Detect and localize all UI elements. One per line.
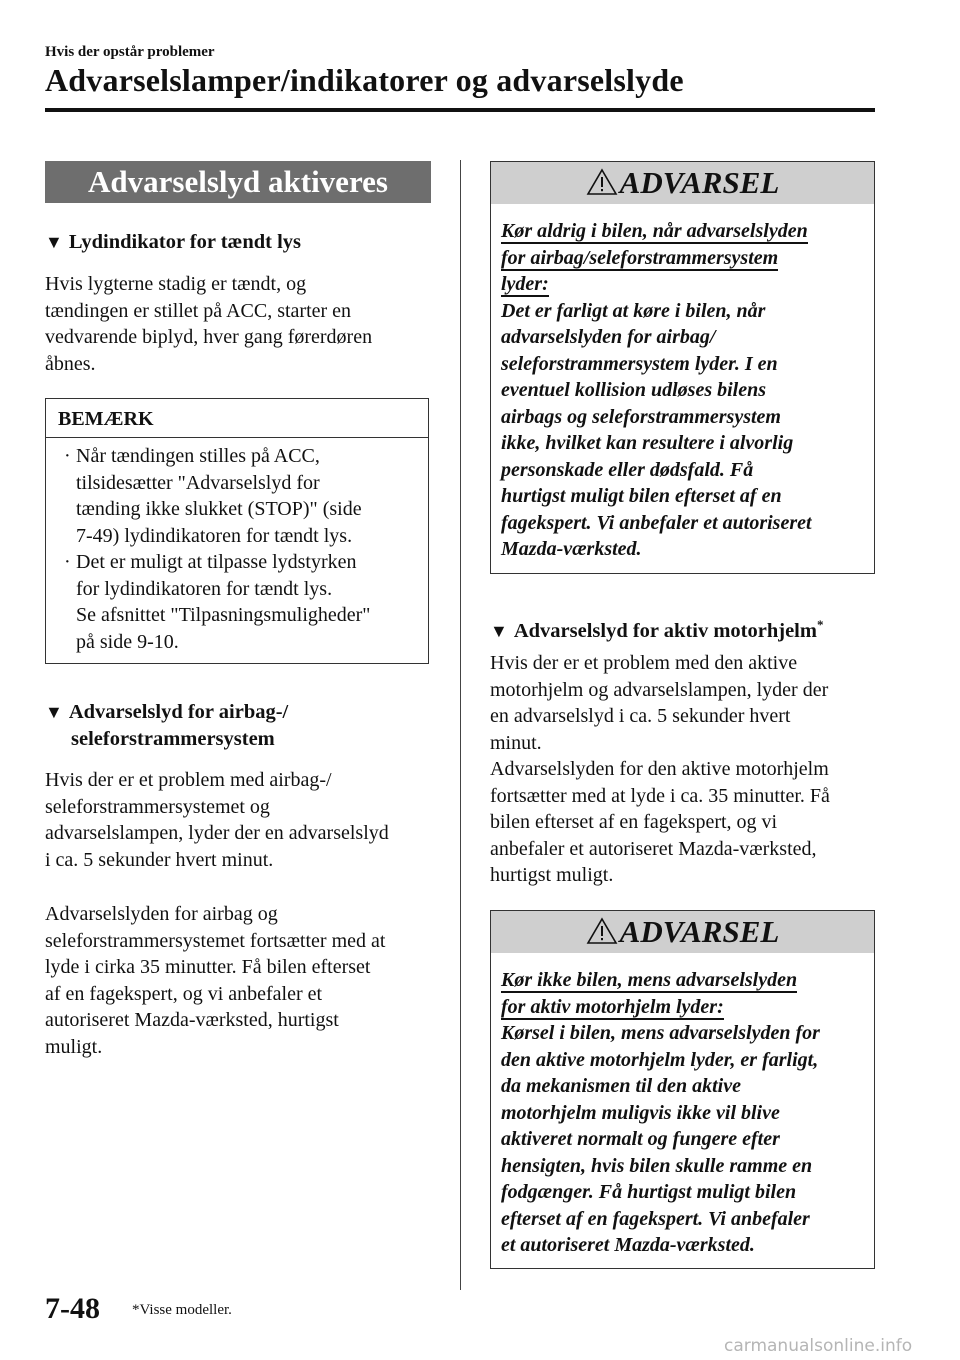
text-line: hurtigst muligt.	[490, 864, 614, 886]
text-line: motorhjelm og advarselslampen, lyder der	[490, 678, 829, 701]
text-line: den aktive motorhjelm lyder, er farligt,	[501, 1048, 819, 1071]
text-line: muligt.	[45, 1035, 103, 1058]
bullet-icon: ·	[64, 551, 71, 573]
text-line: af en fagekspert, og vi anbefaler et	[45, 982, 323, 1005]
model-asterisk: *	[816, 617, 824, 632]
text-line: aktiveret normalt og fungere efter	[501, 1128, 780, 1150]
heading-text: Advarselslyd for aktiv motorhjelm	[513, 619, 817, 642]
triangle-down-icon: ▼	[490, 620, 508, 641]
text-line: minut.	[490, 731, 542, 754]
paragraph-airbag-2	[45, 901, 445, 1060]
note-item	[64, 443, 421, 549]
text-line: fagekspert. Vi anbefaler et autoriseret	[501, 511, 812, 534]
paragraph-lights-on	[45, 271, 440, 377]
warning-body	[501, 218, 866, 563]
text-line: en advarselslyd i ca. 5 sekunder hvert	[490, 705, 791, 727]
text-line: vedvarende biplyd, hver gang førerdøren	[45, 326, 373, 348]
text-line: ikke, hvilket kan resultere i alvorlig	[501, 432, 794, 454]
header-rule	[45, 108, 875, 112]
text-line: på side 9-10.	[76, 630, 179, 653]
warning-lead-line: for airbag/seleforstrammersystem	[501, 246, 779, 269]
warning-box-airbag	[490, 161, 875, 574]
text-line: Hvis lygterne stadig er tændt, og	[45, 273, 307, 295]
paragraph-active-bonnet	[490, 650, 890, 889]
text-line: Advarselslyden for airbag og	[45, 903, 278, 925]
text-line: motorhjelm muligvis ikke vil blive	[501, 1101, 780, 1124]
text-line: Se afsnittet "Tilpasningsmuligheder"	[76, 604, 371, 626]
section-label: Hvis der opstår problemer	[45, 44, 215, 60]
text-line: tænding ikke slukket (STOP)" (side	[76, 498, 362, 520]
heading-text: seleforstrammersystem	[71, 728, 275, 750]
warning-triangle-icon	[586, 917, 618, 945]
warning-header	[491, 162, 874, 204]
text-line: Når tændingen stilles på ACC,	[76, 445, 320, 467]
text-line: hurtigst muligt bilen efterset af en	[501, 485, 782, 507]
triangle-down-icon: ▼	[45, 702, 63, 722]
paragraph-airbag-1	[45, 767, 445, 873]
text-line: bilen efterset af en fagekspert, og vi	[490, 811, 778, 833]
heading-text: Advarselslyd for airbag-/	[68, 701, 289, 723]
text-line: seleforstrammersystemet fortsætter med at	[45, 929, 386, 952]
text-line: fodgænger. Få hurtigst muligt bilen	[501, 1181, 797, 1203]
page-number: 7-48	[45, 1292, 100, 1325]
note-title: BEMÆRK	[58, 408, 154, 430]
text-line: Det er muligt at tilpasse lydstyrken	[76, 551, 357, 573]
text-line: Advarselslyden for den aktive motorhjelm	[490, 758, 829, 780]
text-line: seleforstrammersystemet og	[45, 795, 270, 818]
warning-title: ADVARSEL	[619, 165, 780, 200]
text-line: Kørsel i bilen, mens advarselslyden for	[501, 1022, 820, 1044]
text-line: autoriseret Mazda-værksted, hurtigst	[45, 1009, 339, 1031]
text-line: åbnes.	[45, 352, 96, 375]
text-line: tændingen er stillet på ACC, starter en	[45, 299, 352, 322]
heading-airbag	[45, 699, 288, 753]
watermark: carmanualsonline.info	[724, 1336, 913, 1356]
text-line: da mekanismen til den aktive	[501, 1075, 741, 1097]
note-item	[64, 549, 421, 655]
text-line: Mazda-værksted.	[501, 538, 642, 560]
section-banner: Advarselslyd aktiveres	[45, 161, 431, 203]
text-line: 7-49) lydindikatoren for tændt lys.	[76, 524, 353, 547]
text-line: Det er farligt at køre i bilen, når	[501, 299, 766, 322]
text-line: advarselslyden for airbag/	[501, 326, 716, 348]
bullet-icon: ·	[64, 445, 71, 467]
text-line: efterset af en fagekspert. Vi anbefaler	[501, 1207, 810, 1230]
page-title: Advarselslamper/indikatorer og advarselslyde	[45, 62, 684, 98]
warning-body	[501, 967, 866, 1259]
warning-box-active-bonnet	[490, 910, 875, 1269]
text-line: i ca. 5 sekunder hvert minut.	[45, 848, 274, 871]
text-line: for lydindikatoren for tændt lys.	[76, 577, 333, 600]
text-line: anbefaler et autoriseret Mazda-værksted,	[490, 837, 817, 860]
text-line: et autoriseret Mazda-værksted.	[501, 1234, 755, 1256]
warning-title: ADVARSEL	[619, 914, 780, 949]
note-list	[64, 443, 421, 655]
text-line: seleforstrammersystem lyder. I en	[501, 352, 778, 375]
text-line: Hvis der er et problem med airbag-/	[45, 769, 332, 791]
text-line: Hvis der er et problem med den aktive	[490, 652, 798, 674]
text-line: airbags og seleforstrammersystem	[501, 405, 781, 428]
text-line: personskade eller dødsfald. Få	[501, 458, 754, 481]
text-line: lyde i cirka 35 minutter. Få bilen efterset	[45, 956, 371, 978]
warning-lead-line: Kør aldrig i bilen, når advarselslyden	[501, 220, 808, 242]
text-line: advarselslampen, lyder der en advarselslyd	[45, 822, 389, 844]
text-line: hensigten, hvis bilen skulle ramme en	[501, 1154, 813, 1177]
note-rule	[46, 437, 428, 438]
footnote: *Visse modeller.	[132, 1302, 232, 1318]
warning-lead-line: lyder:	[501, 273, 549, 295]
text-line: fortsætter med at lyde i ca. 35 minutter. Få	[490, 784, 830, 807]
warning-triangle-icon	[586, 168, 618, 196]
note-box	[45, 398, 429, 664]
heading-text: Lydindikator for tændt lys	[68, 231, 302, 253]
heading-active-bonnet	[490, 611, 823, 645]
warning-header	[491, 911, 874, 953]
warning-lead-line: for aktiv motorhjelm lyder:	[501, 995, 724, 1018]
text-line: tilsidesætter "Advarselslyd for	[76, 471, 320, 494]
warning-lead-line: Kør ikke bilen, mens advarselslyden	[501, 969, 798, 991]
column-divider	[460, 160, 461, 1290]
heading-lights-on	[45, 229, 301, 256]
triangle-down-icon: ▼	[45, 232, 63, 252]
text-line: eventuel kollision udløses bilens	[501, 379, 767, 401]
